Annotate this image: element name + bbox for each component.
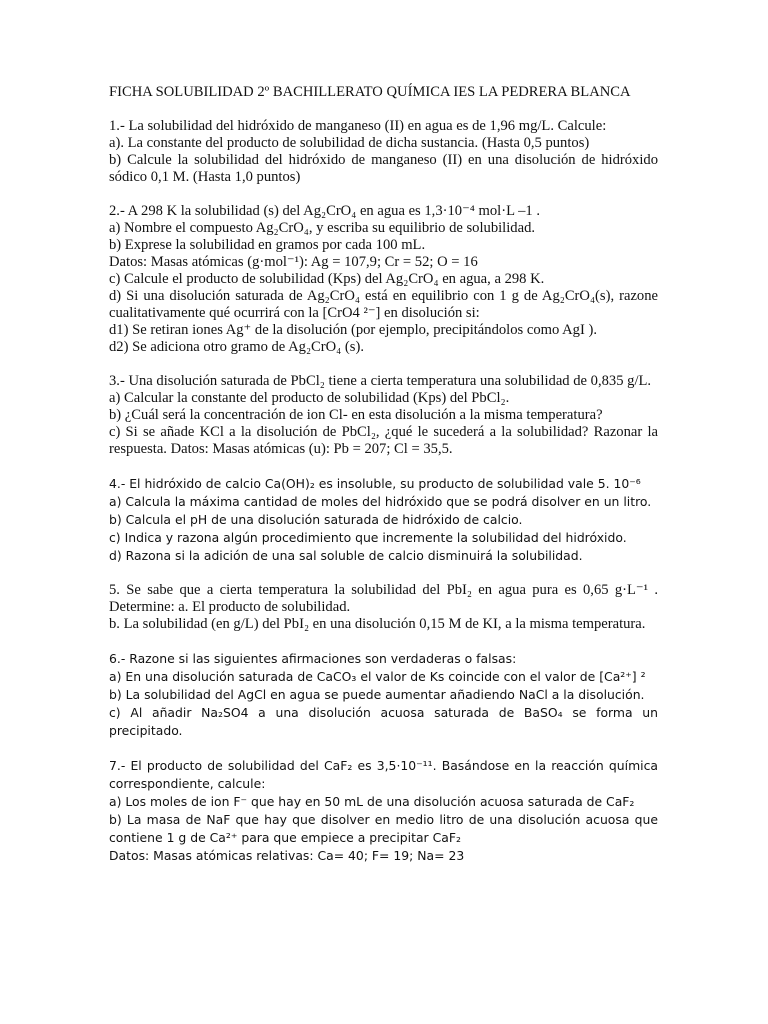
question-line: b) Exprese la solubilidad en gramos por cada 100 mL.	[109, 237, 426, 253]
question-4	[109, 475, 658, 565]
question-line: d1) Se retiran iones Ag⁺ de la disolución (por ejemplo, precipitándolos como AgI ).	[109, 322, 597, 338]
question-line: b) ¿Cuál será la concentración de ion Cl- en esta disolución a la misma temperatura?	[109, 407, 603, 423]
question-6	[109, 650, 658, 740]
question-line: 1.- La solubilidad del hidróxido de manganeso (II) en agua es de 1,96 mg/L. Calcule:	[109, 118, 607, 134]
question-line: 2.- A 298 K la solubilidad (s) del Ag₂CrO₄ en agua es 1,3·10⁻⁴ mol·L –1 .	[109, 203, 540, 219]
question-line: 6.- Razone si las siguientes afirmaciones son verdaderas o falsas:	[109, 651, 517, 666]
question-line: a) Calcular la constante del producto de solubilidad (Kps) del PbCl₂.	[109, 390, 510, 406]
question-line: d) Si una disolución saturada de Ag₂CrO₄ está en equilibrio con 1 g de Ag₂CrO₄(s), razone cualitativamente qué ocurrirá con la [CrO4 ²⁻] en disolución si:	[109, 288, 658, 321]
question-line: Datos: Masas atómicas relativas: Ca= 40; F= 19; Na= 23	[109, 848, 465, 863]
question-line: c) Calcule el producto de solubilidad (Kps) del Ag₂CrO₄ en agua, a 298 K.	[109, 271, 545, 287]
question-line: c) Si se añade KCl a la disolución de PbCl₂, ¿qué le sucederá a la solubilidad? Razonar la respuesta. Datos: Masas atómicas (u): Pb = 207; Cl = 35,5.	[109, 424, 658, 457]
question-line: b. La solubilidad (en g/L) del PbI₂ en una disolución 0,15 M de KI, a la misma temperatura.	[109, 616, 646, 632]
question-1	[109, 118, 658, 186]
question-line: a) Nombre el compuesto Ag₂CrO₄, y escriba su equilibrio de solubilidad.	[109, 220, 536, 236]
question-line: 7.- El producto de solubilidad del CaF₂ es 3,5·10⁻¹¹. Basándose en la reacción química correspondiente, calcule:	[109, 758, 658, 791]
question-5	[109, 582, 658, 633]
question-line: 3.- Una disolución saturada de PbCl₂ tiene a cierta temperatura una solubilidad de 0,835 g/L.	[109, 373, 652, 389]
question-line: c) Al añadir Na₂SO4 a una disolución acuosa saturada de BaSO₄ se forma un precipitado.	[109, 705, 658, 738]
question-line: Datos: Masas atómicas (g·mol⁻¹): Ag = 107,9; Cr = 52; O = 16	[109, 254, 478, 270]
question-line: d) Razona si la adición de una sal soluble de calcio disminuirá la solubilidad.	[109, 548, 583, 563]
question-line: a). La constante del producto de solubilidad de dicha sustancia. (Hasta 0,5 puntos)	[109, 135, 590, 151]
question-line: b) La masa de NaF que hay que disolver en medio litro de una disolución acuosa que contiene 1 g de Ca²⁺ para que empiece a precipitar CaF₂	[109, 812, 658, 845]
question-3	[109, 373, 658, 458]
worksheet-title: FICHA SOLUBILIDAD 2º BACHILLERATO QUÍMICA IES LA PEDRERA BLANCA	[109, 84, 631, 100]
question-line: c) Indica y razona algún procedimiento que incremente la solubilidad del hidróxido.	[109, 530, 627, 545]
question-line: a) En una disolución saturada de CaCO₃ el valor de Ks coincide con el valor de [Ca²⁺] ²	[109, 669, 646, 684]
question-2	[109, 203, 658, 356]
question-line: b) La solubilidad del AgCl en agua se puede aumentar añadiendo NaCl a la disolución.	[109, 687, 645, 702]
question-7	[109, 757, 658, 865]
question-line: a) Calcula la máxima cantidad de moles del hidróxido que se podrá disolver en un litro.	[109, 494, 652, 509]
question-line: 5. Se sabe que a cierta temperatura la solubilidad del PbI₂ en agua pura es 0,65 g·L⁻¹ . Determine: a. El producto de solubilidad.	[109, 582, 658, 615]
question-line: b) Calcula el pH de una disolución saturada de hidróxido de calcio.	[109, 512, 523, 527]
question-line: 4.- El hidróxido de calcio Ca(OH)₂ es insoluble, su producto de solubilidad vale 5. 10⁻⁶	[109, 476, 641, 491]
question-line: b) Calcule la solubilidad del hidróxido de manganeso (II) en una disolución de hidróxido sódico 0,1 M. (Hasta 1,0 puntos)	[109, 152, 658, 185]
question-line: a) Los moles de ion F⁻ que hay en 50 mL de una disolución acuosa saturada de CaF₂	[109, 794, 635, 809]
question-line: d2) Se adiciona otro gramo de Ag₂CrO₄ (s).	[109, 339, 364, 355]
